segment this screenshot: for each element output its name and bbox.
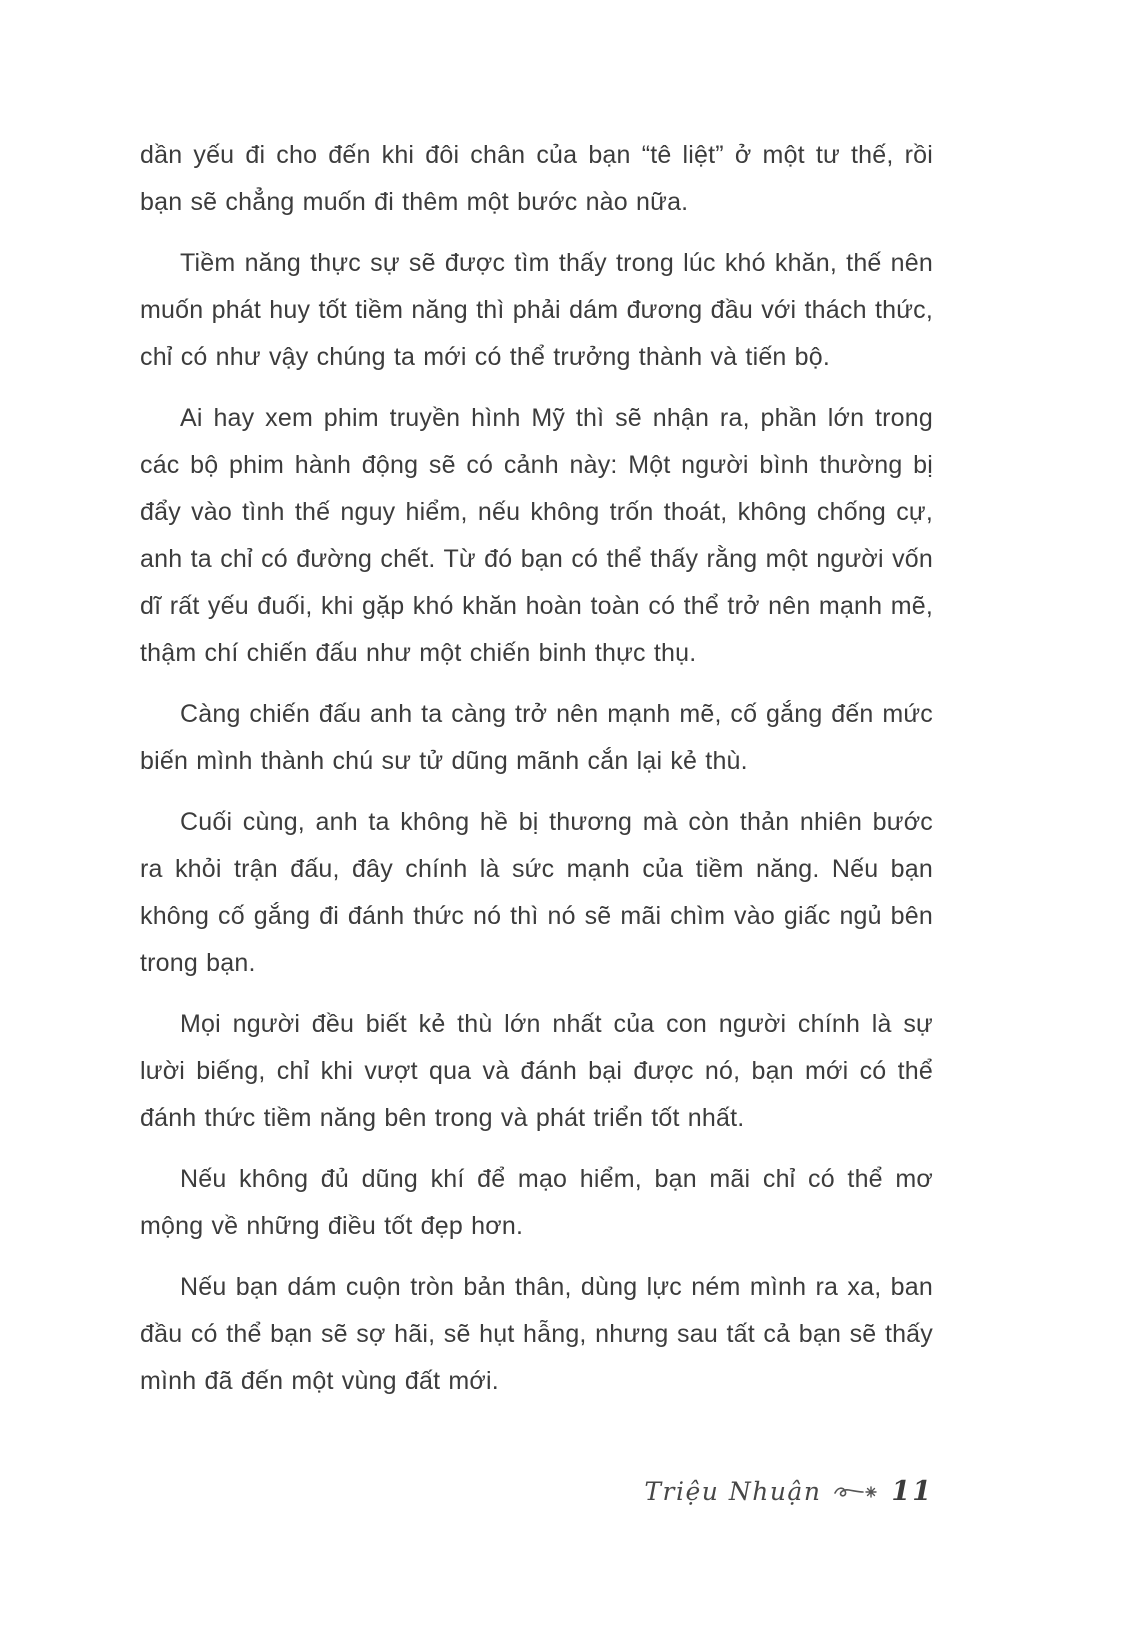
paragraph: Nếu bạn dám cuộn tròn bản thân, dùng lực ném mình ra xa, ban đầu có thể bạn sẽ sợ hãi, sẽ hụt hẫng, nhưng sau tất cả bạn sẽ thấy mình đã đến một vùng đất mới.	[140, 1273, 933, 1395]
paragraph: Càng chiến đấu anh ta càng trở nên mạnh mẽ, cố gắng đến mức biến mình thành chú sư tử dũng mãnh cắn lại kẻ thù.	[140, 700, 933, 775]
paragraph: Mọi người đều biết kẻ thù lớn nhất của con người chính là sự lười biếng, chỉ khi vượt qua và đánh bại được nó, bạn mới có thể đánh thức tiềm năng bên trong và phát triển tốt nhất.	[140, 1010, 933, 1132]
page-body	[140, 132, 933, 1419]
paragraph: Tiềm năng thực sự sẽ được tìm thấy trong lúc khó khăn, thế nên muốn phát huy tốt tiềm năng thì phải dám đương đầu với thách thức, chỉ có như vậy chúng ta mới có thể trưởng thành và tiến bộ.	[140, 249, 933, 371]
author-name: Triệu Nhuận	[644, 1477, 822, 1506]
paragraph: Ai hay xem phim truyền hình Mỹ thì sẽ nhận ra, phần lớn trong các bộ phim hành động sẽ có cảnh này: Một người bình thường bị đẩy vào tình thế nguy hiểm, nếu không trốn thoát, không chống cự, anh ta chỉ có đường chết. Từ đó bạn có thể thấy rằng một người vốn dĩ rất yếu đuối, khi gặp khó khăn hoàn toàn có thể trở nên mạnh mẽ, thậm chí chiến đấu như một chiến binh thực thụ.	[140, 404, 933, 667]
page-number: 11	[891, 1476, 933, 1507]
paragraph: Cuối cùng, anh ta không hề bị thương mà còn thản nhiên bước ra khỏi trận đấu, đây chính là sức mạnh của tiềm năng. Nếu bạn không cố gắng đi đánh thức nó thì nó sẽ mãi chìm vào giấc ngủ bên trong bạn.	[140, 808, 933, 977]
flourish-icon	[833, 1483, 879, 1501]
paragraph: dần yếu đi cho đến khi đôi chân của bạn “tê liệt” ở một tư thế, rồi bạn sẽ chẳng muốn đi thêm một bước nào nữa.	[140, 141, 933, 216]
paragraph: Nếu không đủ dũng khí để mạo hiểm, bạn mãi chỉ có thể mơ mộng về những điều tốt đẹp hơn.	[140, 1165, 933, 1240]
page-footer	[140, 1476, 933, 1507]
